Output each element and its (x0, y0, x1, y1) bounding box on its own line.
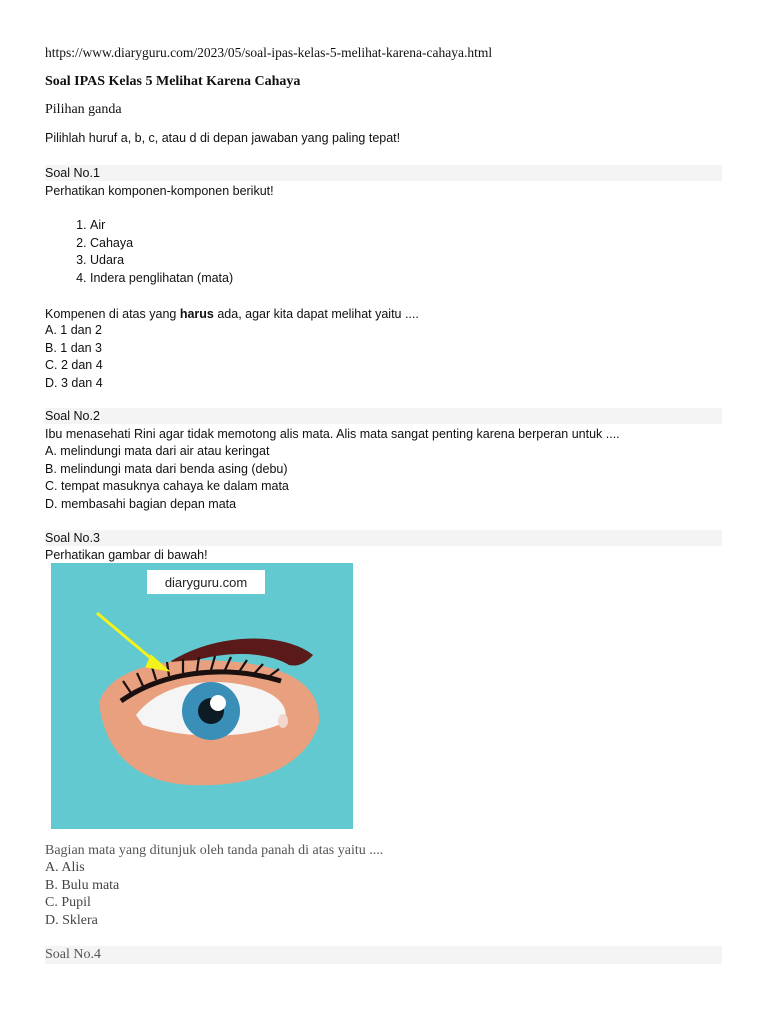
list-item: 1. Air (90, 217, 233, 235)
question-1-prompt: Perhatikan komponen-komponen berikut! (45, 184, 274, 198)
option-c[interactable]: C. tempat masuknya cahaya ke dalam mata (45, 479, 289, 493)
question-3-options (45, 859, 119, 929)
question-1-text-bold: harus (179, 307, 214, 321)
section-subtitle: Pilihan ganda (45, 102, 122, 117)
question-1-text-after: ada, agar kita dapat melihat yaitu .... (213, 307, 419, 321)
question-3-header: Soal No.3 (45, 530, 722, 546)
list-item: 2. Cahaya (90, 235, 233, 253)
question-3-text: Bagian mata yang ditunjuk oleh tanda panah di atas yaitu .... (45, 843, 384, 858)
tear-duct (278, 714, 288, 728)
list-item: 3. Udara (90, 252, 233, 270)
option-a[interactable]: A. 1 dan 2 (45, 323, 102, 337)
question-1-header: Soal No.1 (45, 165, 722, 181)
source-url: https://www.diaryguru.com/2023/05/soal-ipas-kelas-5-melihat-karena-cahaya.html (45, 45, 493, 60)
page-title: Soal IPAS Kelas 5 Melihat Karena Cahaya (45, 74, 301, 89)
question-4-header: Soal No.4 (45, 946, 722, 964)
option-b[interactable]: B. melindungi mata dari benda asing (debu) (45, 461, 288, 476)
option-a[interactable]: A. Alis (45, 860, 85, 875)
option-d[interactable]: D. Sklera (45, 912, 98, 928)
option-b[interactable]: B. 1 dan 3 (45, 340, 102, 355)
instruction-text: Pilihlah huruf a, b, c, atau d di depan jawaban yang paling tepat! (45, 131, 401, 145)
question-3-prompt: Perhatikan gambar di bawah! (45, 548, 208, 562)
eye-highlight (210, 695, 226, 711)
question-2-text: Ibu menasehati Rini agar tidak memotong alis mata. Alis mata sangat penting karena berperan untuk .... (45, 427, 620, 441)
option-b[interactable]: B. Bulu mata (45, 877, 120, 893)
question-1-item-list (45, 217, 233, 287)
question-1-text-before: Kompenen di atas yang (45, 307, 180, 321)
option-a[interactable]: A. melindungi mata dari air atau keringat (45, 444, 270, 458)
eye-illustration (51, 563, 353, 829)
list-item: 4. Indera penglihatan (mata) (90, 270, 233, 288)
question-2-header: Soal No.2 (45, 408, 722, 424)
option-d[interactable]: D. membasahi bagian depan mata (45, 496, 237, 511)
option-c[interactable]: C. 2 dan 4 (45, 358, 103, 372)
option-d[interactable]: D. 3 dan 4 (45, 375, 103, 390)
option-c[interactable]: C. Pupil (45, 895, 91, 910)
image-watermark: diaryguru.com (164, 575, 248, 590)
question-2-options (45, 443, 289, 513)
question-1-text (45, 306, 419, 323)
question-1-options (45, 322, 103, 392)
